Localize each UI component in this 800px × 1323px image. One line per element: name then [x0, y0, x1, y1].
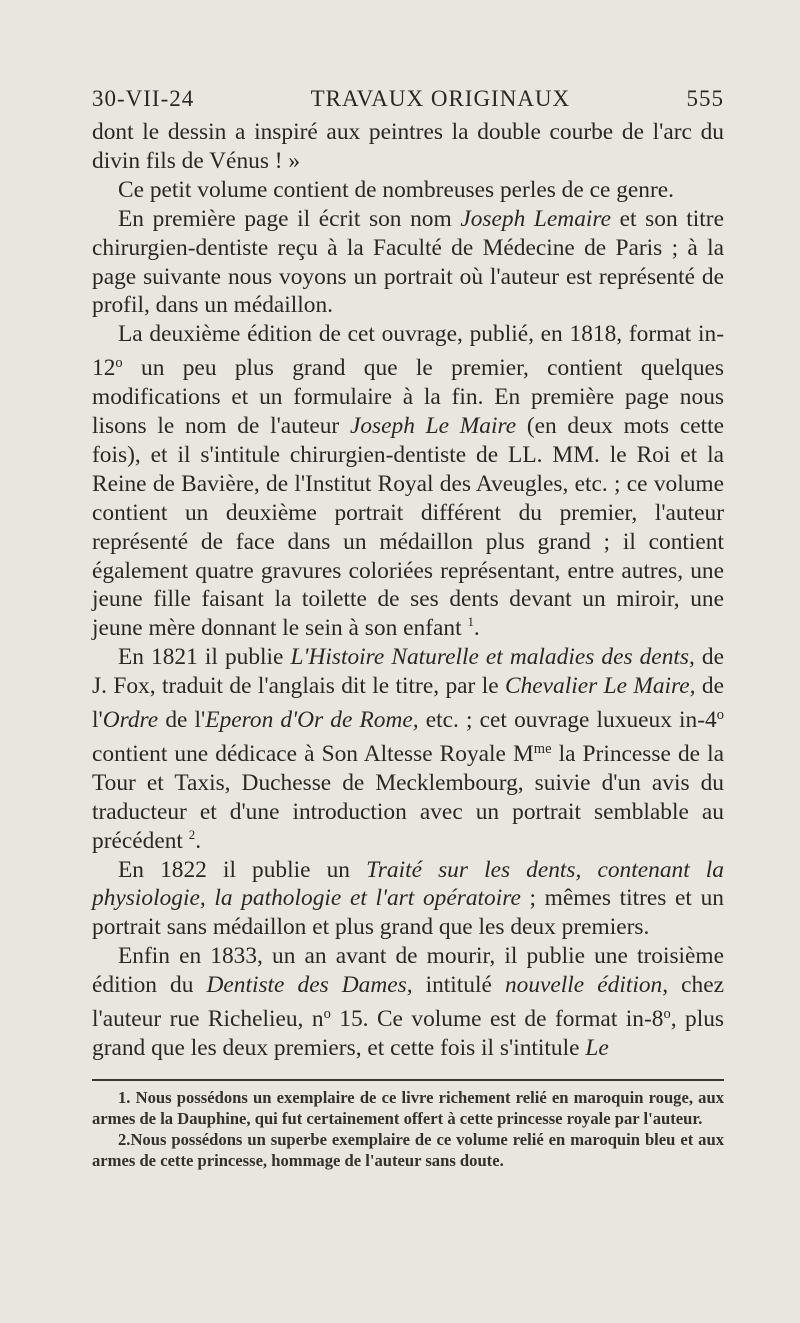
- footnote-ref-1: 1: [467, 615, 474, 630]
- header-date: 30-VII-24: [92, 86, 195, 111]
- footnote-rule: [92, 1079, 724, 1081]
- running-header: [92, 86, 724, 112]
- paragraph-3: En première page il écrit son nom Joseph Lemaire et son titre chirurgien-dentiste reçu à la Faculté de Médecine de Paris ; à la page suivante nous voyons un portrait où l'auteur est représenté de profil, dans un médaillon.: [92, 205, 724, 319]
- author-name: Joseph Lemaire: [460, 205, 612, 232]
- paragraph-4: La deuxième édition de cet ouvrage, publié, en 1818, format in-12$^o$ un peu plus grand que le premier, contient quelques modifications et un formulaire à la fin. En première page nous lisons le nom de l'auteur Joseph Le Maire (en deux mots cette fois), et il s'intitule chirurgien-dentiste de LL. MM. le Roi et la Reine de Bavière, de l'Institut Royal des Aveugles, etc. ; ce volume contient un deuxième portrait différent du premier, l'auteur représenté de face dans un médaillon plus grand ; il contient également quatre gravures coloriées représentant, entre autres, une jeune fille faisant la toilette de ses dents devant un miroir, une jeune mère donnant le sein à son enfant $^1$.: [92, 321, 724, 642]
- paragraph-7: Enfin en 1833, un an avant de mourir, il publie une troisième édition du Dentiste des Dames, intitulé nouvelle édition, chez l'auteur rue Richelieu, $n^o$ 15. Ce volume est de format in-8$^o$, plus grand que les deux premiers, et cette fois il s'intitule Le: [92, 943, 724, 1061]
- paragraph-2: Ce petit volume contient de nombreuses perles de ce genre.: [118, 176, 674, 203]
- footnote-ref-2: 2: [188, 827, 196, 842]
- book-title-dentiste: Dentiste des Dames,: [206, 972, 413, 999]
- footnote-1: 1. Nous possédons un exemplaire de ce livre richement relié en maroquin rouge, aux armes de la Dauphine, qui fut certainement offert à cette princesse royale par l'auteur.: [92, 1088, 724, 1128]
- paragraph-1: dont le dessin a inspiré aux peintres la double courbe de l'arc du divin fils de Vénus ! »: [92, 119, 724, 174]
- book-title-traite: Traité sur les dents, contenant la physiologie, la pathologie et l'art opératoire: [92, 856, 724, 912]
- footnote-2: 2.Nous possédons un superbe exemplaire de ce volume relié en maroquin bleu et aux armes de cette princesse, hommage de l'auteur sans doute.: [92, 1130, 724, 1170]
- header-title: TRAVAUX ORIGINAUX: [310, 86, 571, 111]
- main-text: [92, 118, 724, 1063]
- book-title-histoire: L'Histoire Naturelle et maladies des dents,: [290, 644, 695, 671]
- footnotes: [92, 1087, 724, 1171]
- page-number: 555: [686, 86, 724, 111]
- paragraph-6: En 1822 il publie un Traité sur les dents, contenant la physiologie, la pathologie et l'art opératoire ; mêmes titres et un portrait sans médaillon et plus grand que les deux premiers.: [92, 856, 724, 941]
- paragraph-5: En 1821 il publie L'Histoire Naturelle et maladies des dents, de J. Fox, traduit de l'anglais dit le titre, par le Chevalier Le Maire, de l'Ordre de l'Eperon d'Or de Rome, etc. ; cet ouvrage luxueux in-4$^o$ contient une dédicace à Son Altesse Royale $M^{me}$ la Princesse de la Tour et Taxis, Duchesse de Mecklembourg, suivie d'un avis du traducteur et d'une introduction avec un portrait semblable au précédent $^2$.: [92, 644, 724, 854]
- author-name-2: Joseph Le Maire: [349, 413, 517, 440]
